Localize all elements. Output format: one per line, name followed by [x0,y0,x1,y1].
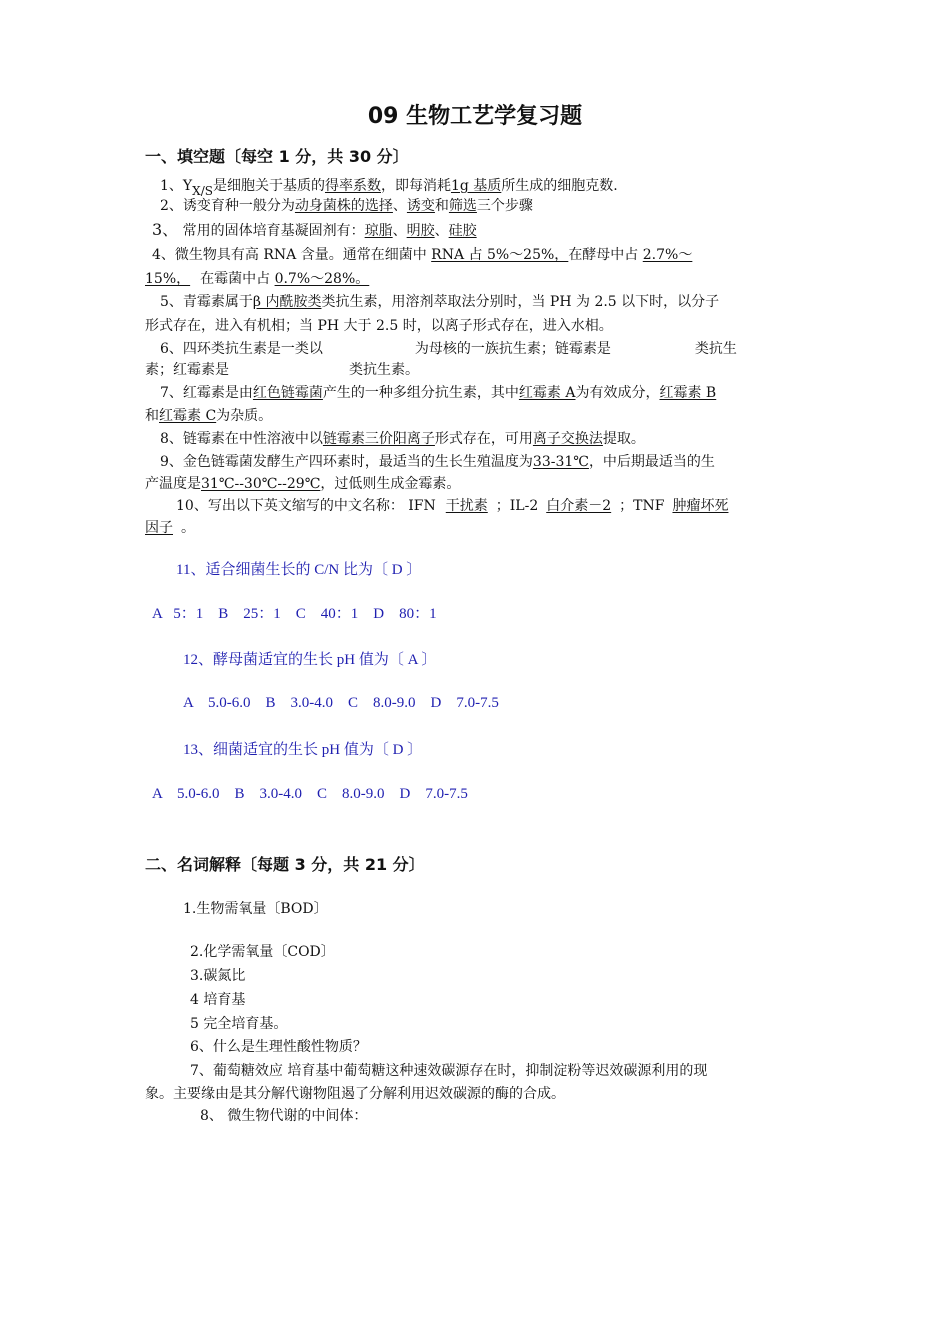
section2-heading: 二、名词解释〔每题 3 分，共 21 分〕 [145,855,425,874]
answer: 33-31℃ [532,454,589,470]
answer: 红霉素 A [518,385,576,401]
answer: 干扰素 [445,498,488,514]
answer: 肿瘤坏死 [672,498,729,514]
page-title: 09 生物工艺学复习题 [367,104,583,129]
question-7-line-1: 7、红霉素是由红色链霉菌产生的一种多组分抗生素，其中红霉素 A为有效成分，红霉素 B [160,385,717,401]
question-10-line-2: 因子 。 [145,520,195,536]
term-3: 3.碳氮比 [190,968,246,984]
question-4-line-2: 15%， 在霉菌中占 0.7%～28%。 [145,271,370,287]
answer: 动身菌株的选择 [294,198,393,214]
term-4: 4 培育基 [190,992,246,1008]
question-6-line-1: 6、四环类抗生素是一类以 为母核的一族抗生素；链霉素是 类抗生 [160,341,737,357]
answer: 硅胶 [448,223,477,239]
answer: 明胶 [406,223,435,239]
answer: 得率系数 [324,178,381,194]
answer: 0.7%～28%。 [274,271,370,287]
answer: β 内酰胺类 [252,294,322,310]
question-9-line-1: 9、金色链霉菌发酵生产四环素时，最适当的生长生殖温度为33-31℃，中后期最适当的生 [160,454,715,470]
answer: 白介素－2 [546,498,612,514]
answer: 链霉素三价阳离子 [322,431,435,447]
question-5-line-2: 形式存在，进入有机相；当 PH 大于 2.5 时，以离子形式存在，进入水相。 [145,318,613,334]
question-13-options: A 5.0-6.0 B 3.0-4.0 C 8.0-9.0 D 7.0-7.5 [152,786,468,802]
term-2: 2.化学需氧量〔COD〕 [190,944,335,960]
question-12-stem: 12、酵母菌适宜的生长 pH 值为〔 A 〕 [183,652,437,668]
answer: 1g 基质 [450,178,502,194]
answer: RNA 占 5%～25%， [431,247,569,263]
answer: 31℃--30℃--29℃ [201,476,321,492]
question-3: 3、 常用的固体培育基凝固剂有：琼脂、明胶、硅胶 [152,220,477,239]
term-8: 8、 微生物代谢的中间体： [200,1108,368,1124]
question-10-line-1: 10、写出以下英文缩写的中文名称： IFN 干扰素 ；IL-2 白介素－2 ；TNF 肿瘤坏死 [176,498,729,514]
answer: 红色链霉菌 [252,385,323,401]
answer: 红霉素 B [659,385,717,401]
question-5-line-1: 5、青霉素属于β 内酰胺类类抗生素，用溶剂萃取法分别时，当 PH 为 2.5 以下时，以分子 [160,294,720,310]
question-11-stem: 11、适合细菌生长的 C/N 比为〔 D 〕 [176,562,422,578]
term-5: 5 完全培育基。 [190,1016,288,1032]
term-7-line-2: 象。主要缘由是其分解代谢物阻遏了分解利用迟效碳源的酶的合成。 [145,1086,565,1102]
question-4-line-1: 4、微生物具有高 RNA 含量。通常在细菌中 RNA 占 5%～25%，在酵母中占 2.7%～ [152,247,693,263]
question-11-options: A 5：1 B 25：1 C 40：1 D 80：1 [152,606,437,622]
question-12-options: A 5.0-6.0 B 3.0-4.0 C 8.0-9.0 D 7.0-7.5 [183,695,499,711]
question-1: 1、$Y_{X/S}$是细胞关于基质的得率系数，即每消耗1g 基质所生成的细胞克数. [160,178,618,198]
answer: 筛选 [448,198,477,214]
question-2: 2、诱变育种一般分为动身菌株的选择、诱变和筛选三个步骤 [160,198,533,214]
question-13-stem: 13、细菌适宜的生长 pH 值为〔 D 〕 [183,742,423,758]
answer: 离子交换法 [532,431,603,447]
term-7-line-1: 7、葡萄糖效应 培育基中葡萄糖这种速效碳源存在时，抑制淀粉等迟效碳源利用的现 [190,1063,708,1079]
answer: 15%， [145,271,191,287]
section1-heading: 一、填空题〔每空 1 分，共 30 分〕 [145,147,409,166]
answer: 红霉素 C [159,408,217,424]
question-8: 8、链霉素在中性溶液中以链霉素三价阳离子形式存在，可用离子交换法提取。 [160,431,645,447]
question-6-line-2: 素；红霉素是 类抗生素。 [145,362,419,378]
answer: 琼脂 [364,223,393,239]
answer: 诱变 [406,198,435,214]
answer: 因子 [145,520,173,536]
question-9-line-2: 产温度是31℃--30℃--29℃，过低则生成金霉素。 [145,476,461,492]
term-6: 6、什么是生理性酸性物质？ [190,1039,367,1055]
question-7-line-2: 和红霉素 C为杂质。 [145,408,273,424]
answer: 2.7%～ [642,247,693,263]
term-1: 1.生物需氧量〔BOD〕 [183,901,328,917]
